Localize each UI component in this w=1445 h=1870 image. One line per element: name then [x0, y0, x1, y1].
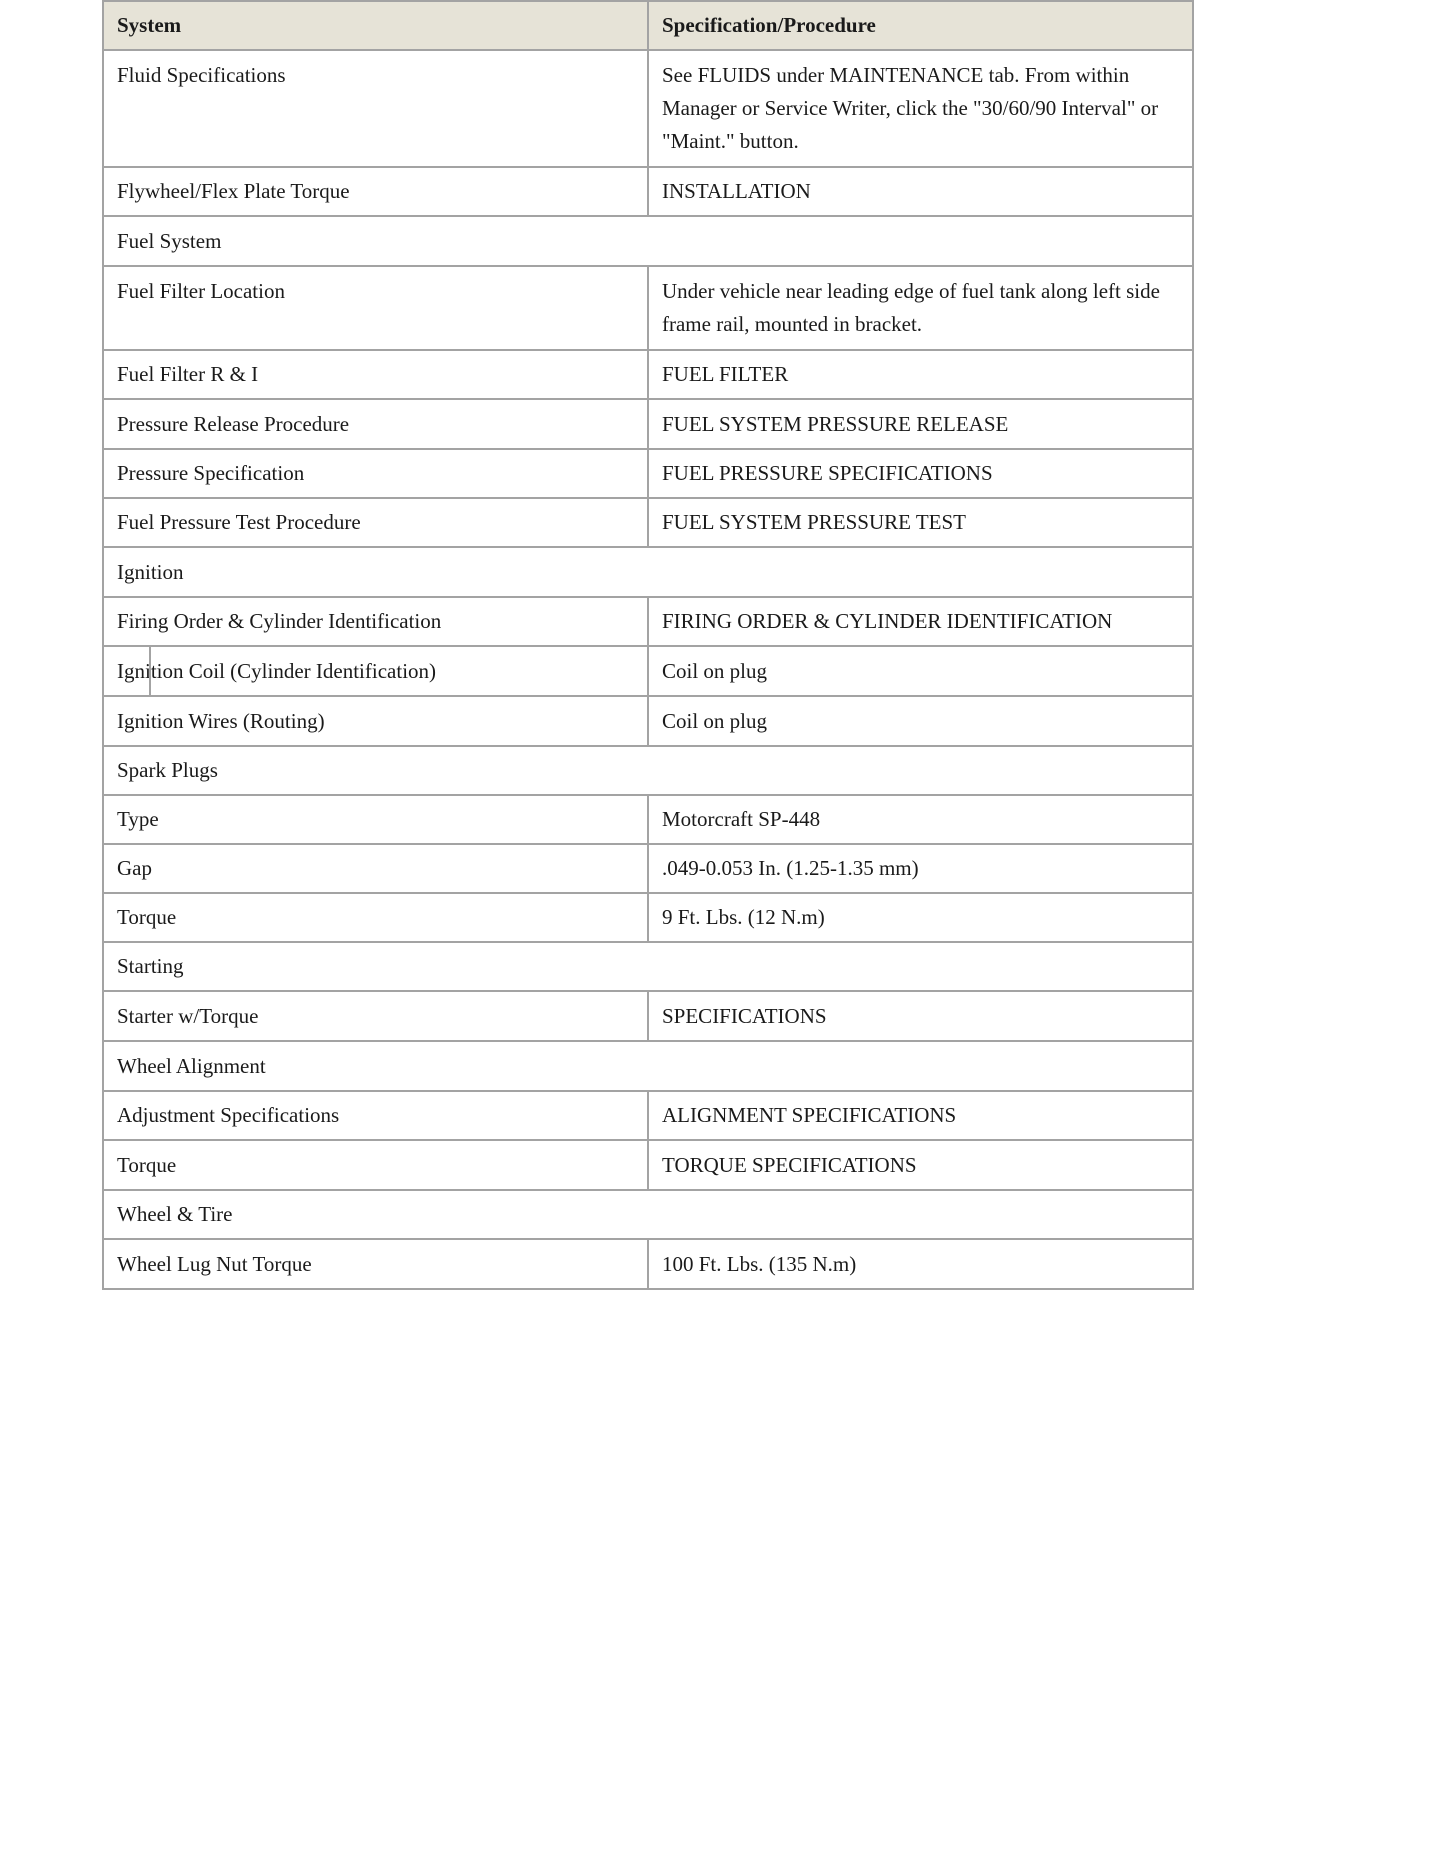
- specification-link[interactable]: FUEL SYSTEM PRESSURE TEST: [648, 498, 1193, 547]
- table-row: [103, 844, 1193, 893]
- table-row: [103, 350, 1193, 399]
- specification-table: [102, 0, 1194, 1290]
- section-row: [103, 547, 1193, 597]
- table-row: [103, 399, 1193, 449]
- table-row: [103, 167, 1193, 216]
- section-row: [103, 1190, 1193, 1239]
- specification-link[interactable]: TORQUE SPECIFICATIONS: [648, 1140, 1193, 1190]
- table-row: [103, 696, 1193, 746]
- system-cell: Firing Order & Cylinder Identification: [103, 597, 648, 646]
- specification-cell: Motorcraft SP-448: [648, 795, 1193, 844]
- table-row: [103, 1140, 1193, 1190]
- table-header-row: [103, 1, 1193, 50]
- section-heading: Starting: [103, 942, 1193, 991]
- specification-cell: See FLUIDS under MAINTENANCE tab. From within Manager or Service Writer, click the "30/60/90 Interval" or "Maint." button.: [648, 50, 1193, 167]
- specification-cell: .049-0.053 In. (1.25-1.35 mm): [648, 844, 1193, 893]
- table-row: [103, 1091, 1193, 1140]
- nested-divider: [149, 647, 151, 695]
- column-header-specification: Specification/Procedure: [648, 1, 1193, 50]
- specification-link[interactable]: FUEL SYSTEM PRESSURE RELEASE: [648, 399, 1193, 449]
- specification-link[interactable]: ALIGNMENT SPECIFICATIONS: [648, 1091, 1193, 1140]
- system-cell: Ignition Wires (Routing): [103, 696, 648, 746]
- table-row: [103, 893, 1193, 942]
- system-cell: Pressure Specification: [103, 449, 648, 498]
- system-cell: Pressure Release Procedure: [103, 399, 648, 449]
- system-cell: Flywheel/Flex Plate Torque: [103, 167, 648, 216]
- table-row: [103, 449, 1193, 498]
- section-heading: Wheel Alignment: [103, 1041, 1193, 1091]
- section-heading: Fuel System: [103, 216, 1193, 266]
- table-row: [103, 795, 1193, 844]
- specification-link[interactable]: FUEL PRESSURE SPECIFICATIONS: [648, 449, 1193, 498]
- specification-cell: Under vehicle near leading edge of fuel tank along left side frame rail, mounted in bracket.: [648, 266, 1193, 350]
- system-cell: Fuel Filter R & I: [103, 350, 648, 399]
- specification-link[interactable]: FIRING ORDER & CYLINDER IDENTIFICATION: [648, 597, 1193, 646]
- system-cell: Type: [103, 795, 648, 844]
- system-cell: Wheel Lug Nut Torque: [103, 1239, 648, 1289]
- system-cell: Fuel Pressure Test Procedure: [103, 498, 648, 547]
- table-row: [103, 991, 1193, 1041]
- system-label: Ignition Coil (Cylinder Identification): [117, 658, 437, 683]
- specification-cell: Coil on plug: [648, 696, 1193, 746]
- section-heading: Wheel & Tire: [103, 1190, 1193, 1239]
- specification-cell: Coil on plug: [648, 646, 1193, 696]
- system-cell: Fuel Filter Location: [103, 266, 648, 350]
- table-row: [103, 646, 1193, 696]
- section-heading: Ignition: [103, 547, 1193, 597]
- section-row: [103, 216, 1193, 266]
- table-row: [103, 1239, 1193, 1289]
- specification-link[interactable]: SPECIFICATIONS: [648, 991, 1193, 1041]
- system-cell: Gap: [103, 844, 648, 893]
- section-row: [103, 746, 1193, 795]
- specification-link[interactable]: INSTALLATION: [648, 167, 1193, 216]
- table-row: [103, 597, 1193, 646]
- column-header-system: System: [103, 1, 648, 50]
- table-row: [103, 266, 1193, 350]
- section-row: [103, 942, 1193, 991]
- specification-link[interactable]: FUEL FILTER: [648, 350, 1193, 399]
- system-cell-nested: [103, 646, 648, 696]
- system-cell: Adjustment Specifications: [103, 1091, 648, 1140]
- specification-cell: 100 Ft. Lbs. (135 N.m): [648, 1239, 1193, 1289]
- system-cell: Fluid Specifications: [103, 50, 648, 167]
- system-cell: Starter w/Torque: [103, 991, 648, 1041]
- table-row: [103, 498, 1193, 547]
- section-row: [103, 1041, 1193, 1091]
- specification-cell: 9 Ft. Lbs. (12 N.m): [648, 893, 1193, 942]
- table-row: [103, 50, 1193, 167]
- system-cell: Torque: [103, 1140, 648, 1190]
- section-heading: Spark Plugs: [103, 746, 1193, 795]
- system-cell: Torque: [103, 893, 648, 942]
